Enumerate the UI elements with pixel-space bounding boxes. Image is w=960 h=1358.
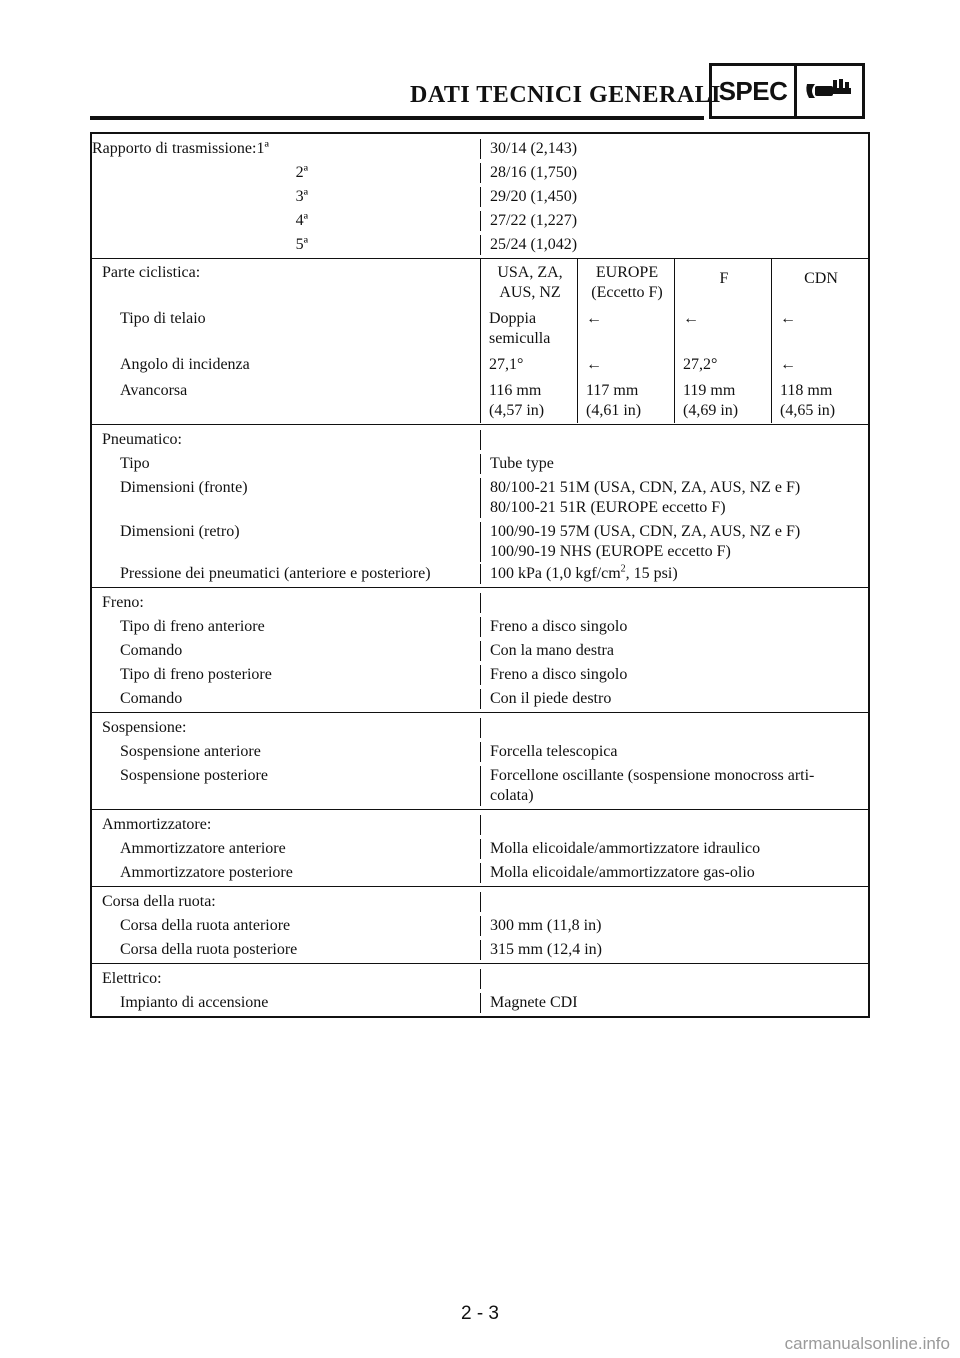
row-value: 100 kPa (1,0 kgf/$cm^2$, 15 psi) bbox=[490, 563, 678, 582]
table-cell: 119 mm (4,69 in) bbox=[675, 377, 772, 423]
table-row bbox=[92, 522, 868, 562]
page-number: 2 - 3 bbox=[460, 1303, 500, 1324]
brake-section bbox=[92, 588, 868, 713]
column-header: F bbox=[675, 259, 772, 305]
table-row bbox=[92, 641, 868, 661]
row-value: Tube type bbox=[490, 455, 554, 472]
travel-section bbox=[92, 887, 868, 964]
row-label: Pressione dei pneumatici (anteriore e posteriore) bbox=[92, 564, 481, 584]
row-label: Comando bbox=[92, 689, 481, 709]
table-cell: 27,1° bbox=[481, 351, 578, 377]
table-row bbox=[92, 478, 868, 518]
spec-table bbox=[90, 132, 870, 1018]
table-cell: Doppia semiculla bbox=[481, 305, 578, 351]
shock-label: Ammortizzatore: bbox=[92, 815, 481, 835]
watermark: carmanualsonline.info bbox=[784, 1334, 950, 1353]
table-row bbox=[92, 863, 868, 883]
transmission-label: Rapporto di trasmissione: bbox=[92, 140, 257, 157]
row-value: 100/90-19 NHS (EUROPE eccetto F) bbox=[490, 543, 731, 560]
table-row bbox=[92, 564, 868, 584]
travel-label: Corsa della ruota: bbox=[92, 892, 481, 912]
spec-label: SPEC bbox=[712, 66, 797, 116]
row-value: Molla elicoidale/ammortizzatore gas-olio bbox=[490, 864, 755, 881]
spec-badge bbox=[709, 63, 865, 119]
row-value: Forcellone oscillante (sospensione monocross arti- bbox=[490, 767, 815, 784]
electrical-section bbox=[92, 964, 868, 1016]
gear-label: 4ª bbox=[295, 212, 308, 229]
table-row bbox=[92, 430, 868, 450]
column-header: USA, ZA, AUS, NZ bbox=[481, 259, 578, 305]
row-value: colata) bbox=[490, 787, 534, 804]
table-cell: 27,2° bbox=[675, 351, 772, 377]
gear-ratio: 29/20 (1,450) bbox=[490, 188, 578, 205]
row-label: Dimensioni (fronte) bbox=[92, 478, 481, 518]
table-row bbox=[92, 665, 868, 685]
gear-label: 3ª bbox=[295, 188, 308, 205]
table-cell: ← bbox=[578, 305, 675, 351]
page-header bbox=[90, 60, 870, 122]
row-label: Corsa della ruota posteriore bbox=[92, 940, 481, 960]
row-label: Tipo bbox=[92, 454, 481, 474]
column-header: CDN bbox=[804, 270, 838, 287]
row-label: Avancorsa bbox=[92, 377, 481, 423]
gear-ratio: 28/16 (1,750) bbox=[490, 164, 578, 181]
table-row bbox=[92, 211, 868, 231]
row-label: Ammortizzatore posteriore bbox=[92, 863, 481, 883]
table-cell: 118 mm (4,65 in) bbox=[780, 382, 836, 419]
column-header: EUROPE (Eccetto F) bbox=[578, 259, 675, 305]
row-value: Con il piede destro bbox=[490, 690, 612, 707]
row-label: Comando bbox=[92, 641, 481, 661]
row-value: Freno a disco singolo bbox=[490, 666, 628, 683]
table-row bbox=[92, 617, 868, 637]
table-row bbox=[92, 235, 868, 255]
table-row bbox=[92, 593, 868, 613]
row-value: Molla elicoidale/ammortizzatore idraulico bbox=[490, 840, 761, 857]
suspension-label: Sospensione: bbox=[92, 718, 481, 738]
row-label: Ammortizzatore anteriore bbox=[92, 839, 481, 859]
table-cell: 117 mm (4,61 in) bbox=[578, 377, 675, 423]
table-row bbox=[92, 305, 868, 351]
gear-label: 2ª bbox=[295, 164, 308, 181]
transmission-section bbox=[92, 134, 868, 259]
gear-ratio: 30/14 (2,143) bbox=[490, 140, 578, 157]
table-row bbox=[92, 892, 868, 912]
gear-ratio: 25/24 (1,042) bbox=[490, 236, 578, 253]
table-row bbox=[92, 815, 868, 835]
table-row bbox=[92, 689, 868, 709]
table-row bbox=[92, 351, 868, 377]
row-label: Impianto di accensione bbox=[92, 993, 481, 1013]
row-value: Con la mano destra bbox=[490, 642, 614, 659]
row-value: 100/90-19 57M (USA, CDN, ZA, AUS, NZ e F) bbox=[490, 523, 801, 540]
table-cell: ← bbox=[675, 305, 772, 351]
row-value: Freno a disco singolo bbox=[490, 618, 628, 635]
table-row bbox=[92, 742, 868, 762]
table-cell: ← bbox=[780, 310, 796, 327]
table-row bbox=[92, 940, 868, 960]
table-cell: ← bbox=[780, 356, 796, 373]
row-label: Corsa della ruota anteriore bbox=[92, 916, 481, 936]
gear-ratio: 27/22 (1,227) bbox=[490, 212, 578, 229]
table-row bbox=[92, 718, 868, 738]
row-label: Tipo di telaio bbox=[92, 305, 481, 351]
table-row bbox=[92, 454, 868, 474]
table-row bbox=[92, 163, 868, 183]
table-row bbox=[92, 187, 868, 207]
row-label: Dimensioni (retro) bbox=[92, 522, 481, 562]
shock-section bbox=[92, 810, 868, 887]
row-label: Sospensione anteriore bbox=[92, 742, 481, 762]
tyre-section bbox=[92, 425, 868, 588]
brake-label: Freno: bbox=[92, 593, 481, 613]
row-value: Magnete CDI bbox=[490, 994, 578, 1011]
row-value: 315 mm (12,4 in) bbox=[490, 941, 602, 958]
table-row bbox=[92, 993, 868, 1013]
page-title: DATI TECNICI GENERALI bbox=[410, 82, 722, 108]
suspension-section bbox=[92, 713, 868, 810]
table-row bbox=[92, 839, 868, 859]
table-row bbox=[92, 139, 868, 159]
header-rule bbox=[90, 116, 704, 120]
wrench-icon bbox=[797, 66, 862, 116]
tyre-label: Pneumatico: bbox=[92, 430, 481, 450]
table-cell: 116 mm (4,57 in) bbox=[481, 377, 578, 423]
row-label: Sospensione posteriore bbox=[92, 766, 481, 806]
chassis-label: Parte ciclistica: bbox=[92, 259, 481, 305]
row-value: 80/100-21 51M (USA, CDN, ZA, AUS, NZ e F) bbox=[490, 479, 801, 496]
row-label: Tipo di freno anteriore bbox=[92, 617, 481, 637]
table-row bbox=[92, 969, 868, 989]
row-value: Forcella telescopica bbox=[490, 743, 618, 760]
electrical-label: Elettrico: bbox=[92, 969, 481, 989]
table-cell: ← bbox=[578, 351, 675, 377]
table-row bbox=[92, 377, 868, 423]
table-row bbox=[92, 766, 868, 806]
gear-label: 1ª bbox=[256, 140, 269, 157]
row-value: 300 mm (11,8 in) bbox=[490, 917, 602, 934]
row-label: Tipo di freno posteriore bbox=[92, 665, 481, 685]
row-value: 80/100-21 51R (EUROPE eccetto F) bbox=[490, 499, 726, 516]
chassis-section bbox=[92, 259, 868, 425]
table-row bbox=[92, 916, 868, 936]
row-label: Angolo di incidenza bbox=[92, 351, 481, 377]
gear-label: 5ª bbox=[295, 236, 308, 253]
table-row bbox=[92, 259, 868, 305]
